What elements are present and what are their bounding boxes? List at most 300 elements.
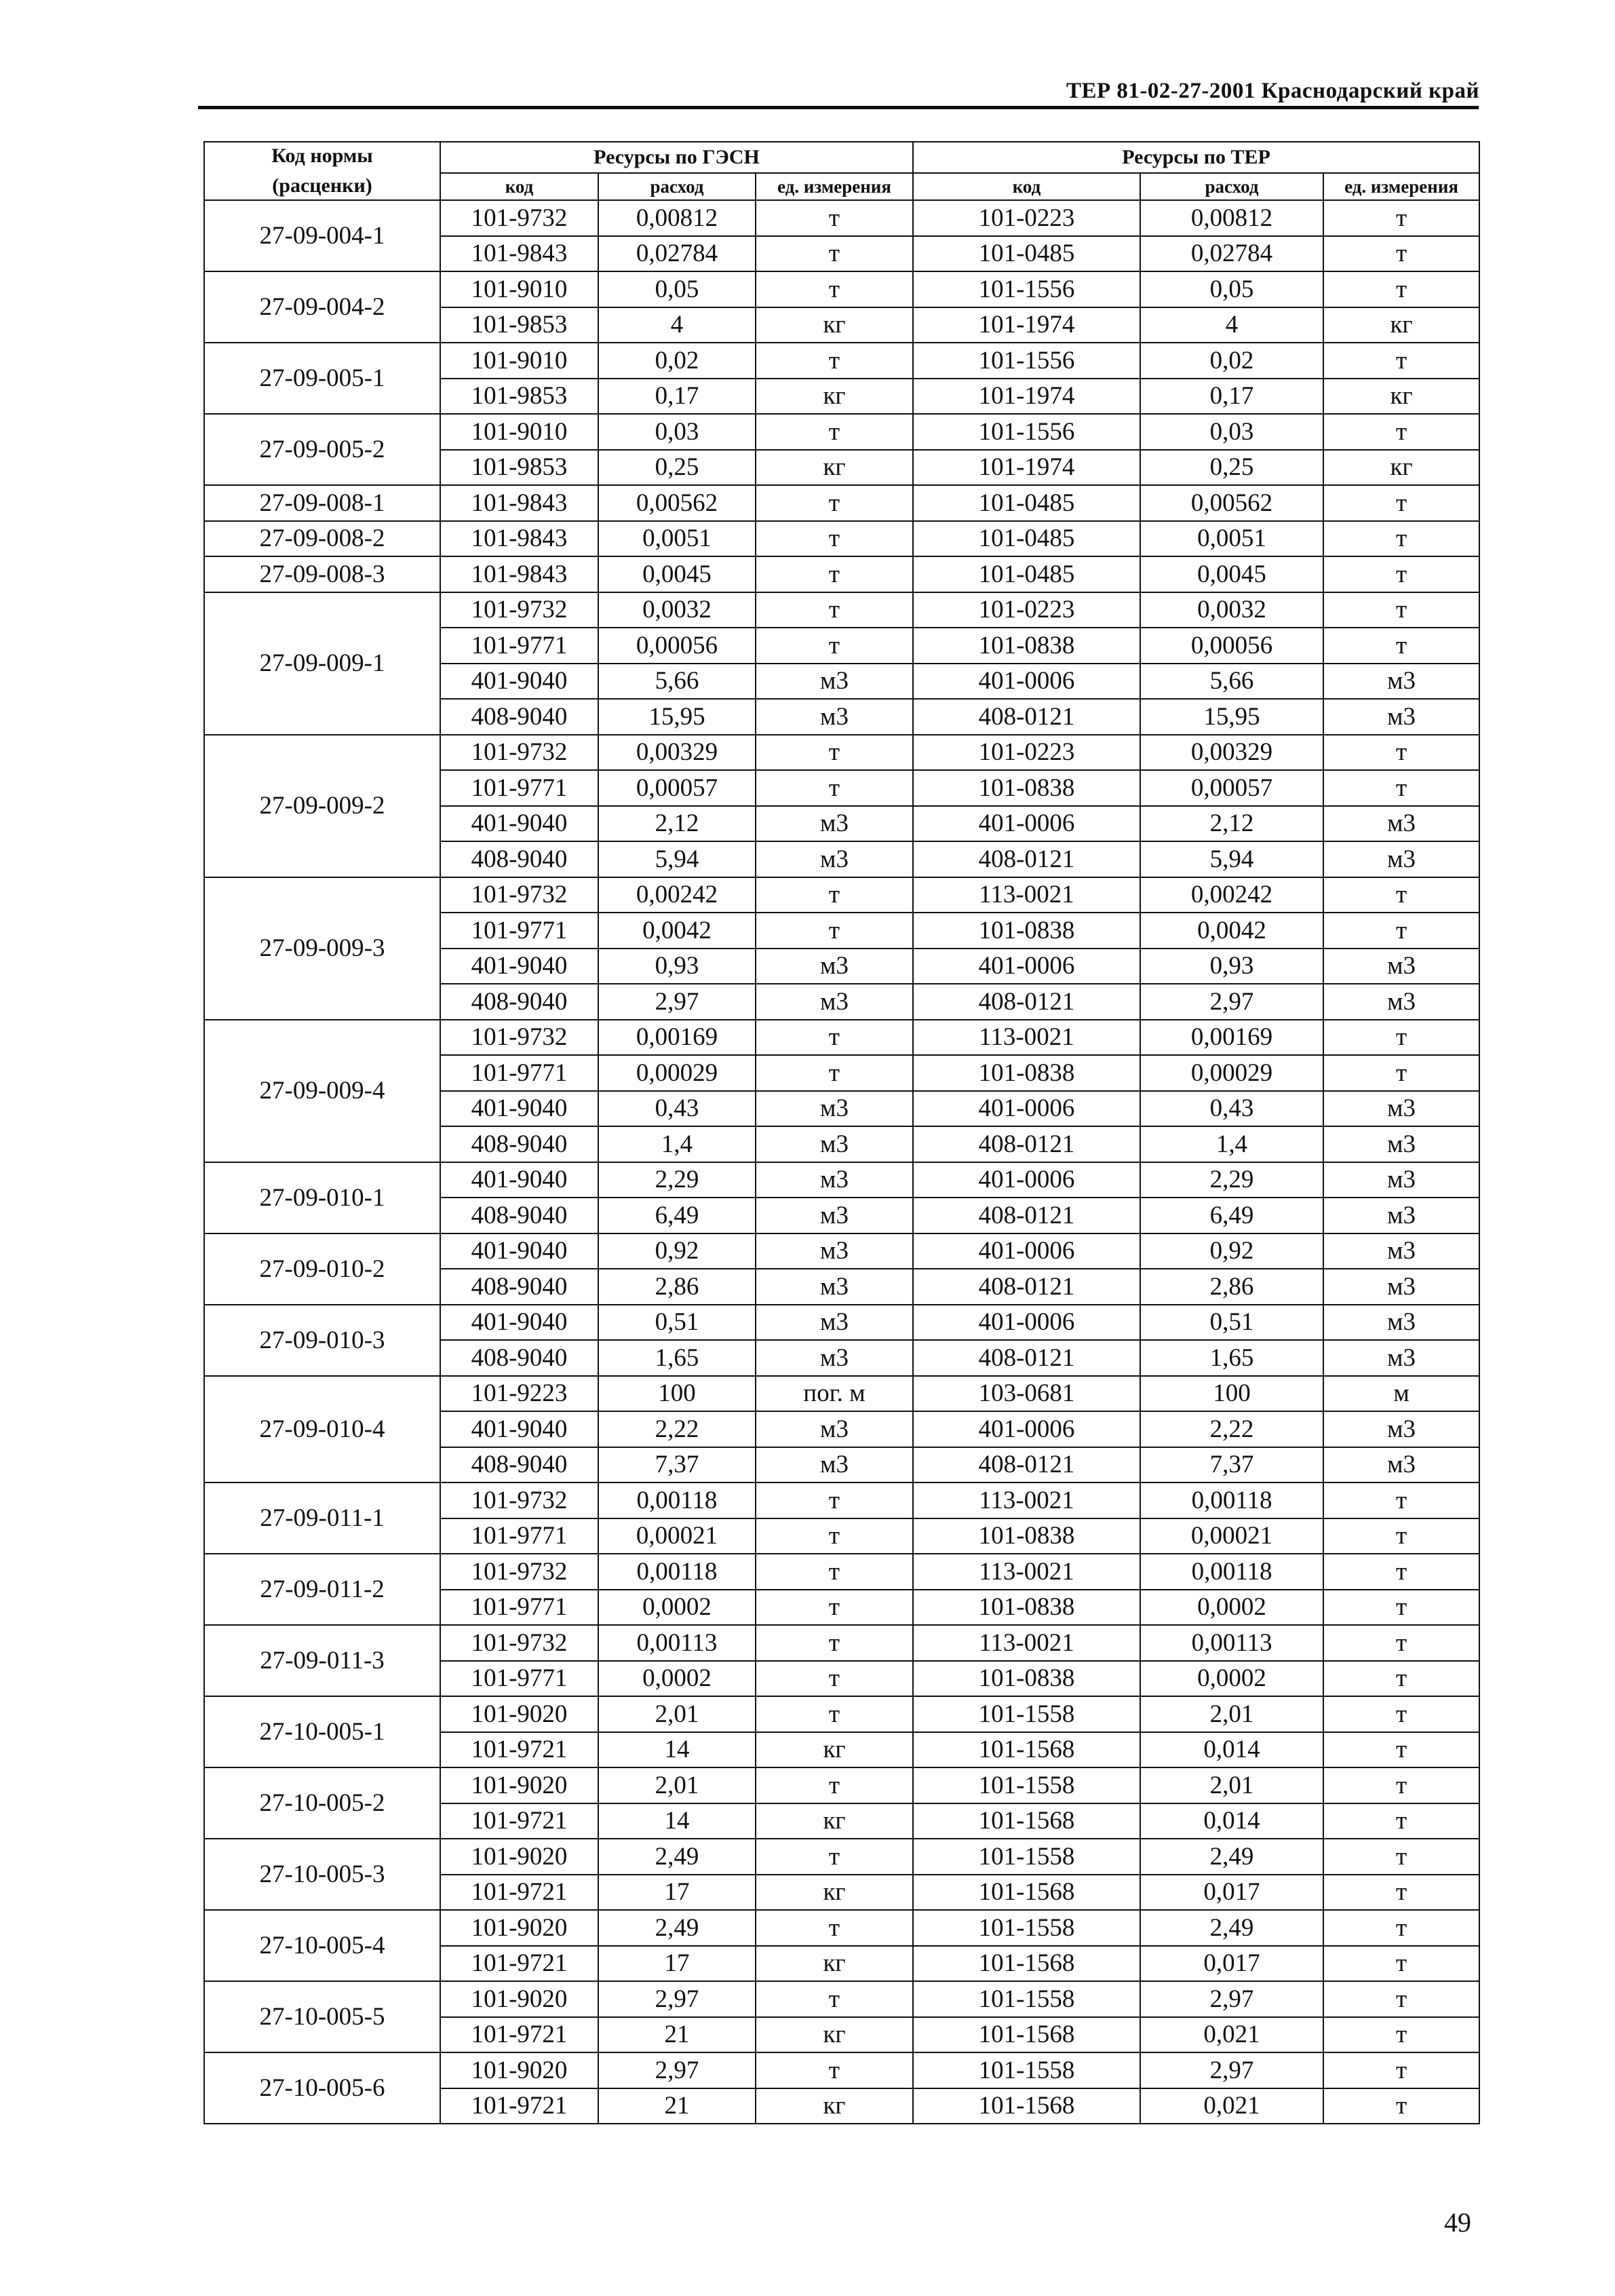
gesn-code-cell: 101-9721 — [440, 1803, 598, 1839]
gesn-code-cell: 408-9040 — [440, 841, 598, 877]
gesn-code-cell: 101-9020 — [440, 1981, 598, 2017]
ter-unit-cell: т — [1323, 271, 1479, 307]
ter-unit-cell: м3 — [1323, 664, 1479, 700]
ter-amount-cell: 0,017 — [1140, 1875, 1323, 1911]
ter-code-cell: 401-0006 — [913, 1411, 1140, 1447]
ter-amount-cell: 0,00562 — [1140, 485, 1323, 521]
gesn-code-cell: 101-9771 — [440, 1661, 598, 1697]
gesn-amount-cell: 2,12 — [598, 806, 756, 842]
gesn-code-cell: 401-9040 — [440, 1305, 598, 1341]
ter-unit-cell: т — [1323, 1839, 1479, 1875]
ter-unit-cell: м — [1323, 1376, 1479, 1412]
ter-code-cell: 101-1558 — [913, 1696, 1140, 1732]
gesn-unit-cell: м3 — [756, 1126, 913, 1162]
ter-code-cell: 101-1556 — [913, 414, 1140, 450]
ter-unit-cell: м3 — [1323, 1233, 1479, 1269]
ter-amount-cell: 1,4 — [1140, 1126, 1323, 1162]
gesn-code-cell: 101-9771 — [440, 628, 598, 664]
norm-code-cell: 27-10-005-4 — [204, 1910, 440, 1981]
gesn-unit-cell: т — [756, 1910, 913, 1946]
table-row — [204, 1554, 1479, 1590]
ter-unit-cell: т — [1323, 1020, 1479, 1056]
gesn-code-cell: 101-9010 — [440, 271, 598, 307]
ter-unit-cell: т — [1323, 1482, 1479, 1518]
sub-header-gesn-unit: ед. измерения — [756, 173, 913, 200]
ter-amount-cell: 0,00812 — [1140, 200, 1323, 236]
gesn-unit-cell: м3 — [756, 699, 913, 735]
gesn-amount-cell: 0,51 — [598, 1305, 756, 1341]
gesn-code-cell: 101-9721 — [440, 1875, 598, 1911]
ter-code-cell: 101-0223 — [913, 592, 1140, 628]
ter-amount-cell: 0,93 — [1140, 949, 1323, 984]
gesn-unit-cell: м3 — [756, 1340, 913, 1376]
gesn-code-cell: 101-9732 — [440, 200, 598, 236]
gesn-code-cell: 101-9020 — [440, 1839, 598, 1875]
ter-amount-cell: 0,021 — [1140, 2017, 1323, 2053]
ter-amount-cell: 0,17 — [1140, 379, 1323, 415]
ter-unit-cell: м3 — [1323, 1126, 1479, 1162]
ter-code-cell: 101-0838 — [913, 1590, 1140, 1626]
gesn-code-cell: 101-9853 — [440, 307, 598, 343]
gesn-code-cell: 101-9721 — [440, 2017, 598, 2053]
gesn-amount-cell: 0,92 — [598, 1233, 756, 1269]
ter-unit-cell: т — [1323, 770, 1479, 806]
ter-code-cell: 408-0121 — [913, 1198, 1140, 1233]
ter-unit-cell: м3 — [1323, 1091, 1479, 1127]
ter-unit-cell: кг — [1323, 379, 1479, 415]
ter-amount-cell: 0,014 — [1140, 1732, 1323, 1768]
ter-amount-cell: 0,0042 — [1140, 913, 1323, 949]
gesn-code-cell: 101-9771 — [440, 770, 598, 806]
ter-amount-cell: 0,00169 — [1140, 1020, 1323, 1056]
gesn-amount-cell: 2,49 — [598, 1839, 756, 1875]
ter-unit-cell: т — [1323, 2088, 1479, 2124]
gesn-amount-cell: 0,0032 — [598, 592, 756, 628]
gesn-amount-cell: 0,00329 — [598, 735, 756, 771]
gesn-code-cell: 101-9020 — [440, 1696, 598, 1732]
gesn-unit-cell: т — [756, 1981, 913, 2017]
ter-unit-cell: м3 — [1323, 984, 1479, 1020]
ter-amount-cell: 100 — [1140, 1376, 1323, 1412]
table-row — [204, 735, 1479, 771]
table-row — [204, 1305, 1479, 1341]
col-norm-code-line2: (расценки) — [272, 174, 372, 197]
gesn-amount-cell: 15,95 — [598, 699, 756, 735]
table-row — [204, 343, 1479, 379]
table-row — [204, 1767, 1479, 1803]
ter-code-cell: 101-0838 — [913, 1518, 1140, 1554]
gesn-code-cell: 101-9732 — [440, 592, 598, 628]
group-ter-header: Ресурсы по ТЕР — [913, 142, 1479, 173]
gesn-amount-cell: 0,0045 — [598, 556, 756, 592]
ter-amount-cell: 4 — [1140, 307, 1323, 343]
gesn-unit-cell: т — [756, 592, 913, 628]
table-row — [204, 1696, 1479, 1732]
norm-code-cell: 27-09-008-3 — [204, 556, 440, 592]
ter-amount-cell: 2,01 — [1140, 1696, 1323, 1732]
ter-unit-cell: т — [1323, 2052, 1479, 2088]
ter-code-cell: 408-0121 — [913, 841, 1140, 877]
ter-code-cell: 101-1558 — [913, 2052, 1140, 2088]
ter-amount-cell: 5,66 — [1140, 664, 1323, 700]
gesn-unit-cell: т — [756, 1696, 913, 1732]
ter-amount-cell: 2,97 — [1140, 2052, 1323, 2088]
gesn-amount-cell: 100 — [598, 1376, 756, 1412]
gesn-unit-cell: т — [756, 1055, 913, 1091]
gesn-code-cell: 408-9040 — [440, 1340, 598, 1376]
table-body — [204, 200, 1479, 2124]
ter-code-cell: 101-0838 — [913, 1055, 1140, 1091]
ter-unit-cell: т — [1323, 735, 1479, 771]
ter-amount-cell: 2,49 — [1140, 1910, 1323, 1946]
ter-code-cell: 101-0223 — [913, 735, 1140, 771]
ter-amount-cell: 0,021 — [1140, 2088, 1323, 2124]
ter-amount-cell: 0,05 — [1140, 271, 1323, 307]
table-row — [204, 521, 1479, 557]
ter-unit-cell: т — [1323, 1554, 1479, 1590]
gesn-code-cell: 101-9771 — [440, 1518, 598, 1554]
gesn-code-cell: 101-9732 — [440, 735, 598, 771]
gesn-amount-cell: 6,49 — [598, 1198, 756, 1233]
ter-amount-cell: 5,94 — [1140, 841, 1323, 877]
ter-code-cell: 101-1568 — [913, 1946, 1140, 1982]
table-row — [204, 592, 1479, 628]
gesn-amount-cell: 2,86 — [598, 1269, 756, 1305]
ter-code-cell: 408-0121 — [913, 1269, 1140, 1305]
ter-code-cell: 401-0006 — [913, 806, 1140, 842]
gesn-code-cell: 101-9843 — [440, 556, 598, 592]
gesn-amount-cell: 0,0002 — [598, 1590, 756, 1626]
gesn-unit-cell: кг — [756, 307, 913, 343]
ter-amount-cell: 0,014 — [1140, 1803, 1323, 1839]
gesn-unit-cell: т — [756, 521, 913, 557]
ter-amount-cell: 15,95 — [1140, 699, 1323, 735]
ter-unit-cell: м3 — [1323, 1162, 1479, 1198]
ter-unit-cell: т — [1323, 1518, 1479, 1554]
page-number: 49 — [1444, 2207, 1471, 2238]
sub-header-ter-amount: расход — [1140, 173, 1323, 200]
norm-code-cell: 27-09-011-3 — [204, 1625, 440, 1696]
group-gesn-header: Ресурсы по ГЭСН — [440, 142, 913, 173]
ter-amount-cell: 0,00329 — [1140, 735, 1323, 771]
ter-amount-cell: 0,25 — [1140, 450, 1323, 486]
gesn-code-cell: 101-9732 — [440, 1625, 598, 1661]
gesn-unit-cell: т — [756, 556, 913, 592]
gesn-unit-cell: т — [756, 2052, 913, 2088]
gesn-amount-cell: 2,97 — [598, 984, 756, 1020]
ter-code-cell: 101-1556 — [913, 343, 1140, 379]
page-header-title: ТЕР 81-02-27-2001 Краснодарский край — [1066, 79, 1479, 103]
ter-unit-cell: м3 — [1323, 1198, 1479, 1233]
gesn-unit-cell: т — [756, 770, 913, 806]
sub-header-ter-unit: ед. измерения — [1323, 173, 1479, 200]
ter-unit-cell: т — [1323, 1767, 1479, 1803]
norm-code-cell: 27-09-011-2 — [204, 1554, 440, 1625]
table-row — [204, 1376, 1479, 1412]
gesn-amount-cell: 5,66 — [598, 664, 756, 700]
ter-unit-cell: т — [1323, 485, 1479, 521]
gesn-amount-cell: 0,00029 — [598, 1055, 756, 1091]
gesn-unit-cell: м3 — [756, 664, 913, 700]
gesn-unit-cell: м3 — [756, 1162, 913, 1198]
ter-unit-cell: т — [1323, 628, 1479, 664]
gesn-unit-cell: т — [756, 1590, 913, 1626]
ter-unit-cell: т — [1323, 913, 1479, 949]
gesn-code-cell: 101-9771 — [440, 913, 598, 949]
gesn-amount-cell: 0,0051 — [598, 521, 756, 557]
gesn-amount-cell: 14 — [598, 1803, 756, 1839]
gesn-unit-cell: кг — [756, 2088, 913, 2124]
gesn-unit-cell: т — [756, 1482, 913, 1518]
ter-code-cell: 113-0021 — [913, 877, 1140, 913]
gesn-code-cell: 401-9040 — [440, 664, 598, 700]
gesn-amount-cell: 0,00021 — [598, 1518, 756, 1554]
norm-code-cell: 27-09-004-2 — [204, 271, 440, 343]
gesn-code-cell: 101-9843 — [440, 236, 598, 272]
ter-unit-cell: т — [1323, 1875, 1479, 1911]
gesn-code-cell: 101-9020 — [440, 2052, 598, 2088]
ter-amount-cell: 1,65 — [1140, 1340, 1323, 1376]
gesn-unit-cell: т — [756, 236, 913, 272]
ter-code-cell: 408-0121 — [913, 984, 1140, 1020]
ter-unit-cell: м3 — [1323, 699, 1479, 735]
table-row — [204, 1981, 1479, 2017]
ter-code-cell: 101-1568 — [913, 2017, 1140, 2053]
gesn-code-cell: 101-9771 — [440, 1590, 598, 1626]
ter-amount-cell: 2,86 — [1140, 1269, 1323, 1305]
col-norm-code-header — [204, 142, 440, 200]
gesn-unit-cell: м3 — [756, 1411, 913, 1447]
gesn-unit-cell: м3 — [756, 949, 913, 984]
gesn-amount-cell: 2,97 — [598, 2052, 756, 2088]
ter-unit-cell: т — [1323, 2017, 1479, 2053]
gesn-amount-cell: 2,97 — [598, 1981, 756, 2017]
ter-amount-cell: 0,00242 — [1140, 877, 1323, 913]
ter-amount-cell: 0,0051 — [1140, 521, 1323, 557]
ter-code-cell: 401-0006 — [913, 1162, 1140, 1198]
resources-table — [203, 141, 1480, 2124]
ter-unit-cell: т — [1323, 1696, 1479, 1732]
gesn-code-cell: 408-9040 — [440, 1447, 598, 1483]
ter-unit-cell: м3 — [1323, 806, 1479, 842]
ter-unit-cell: т — [1323, 592, 1479, 628]
gesn-code-cell: 101-9853 — [440, 379, 598, 415]
ter-unit-cell: т — [1323, 1625, 1479, 1661]
ter-amount-cell: 2,01 — [1140, 1767, 1323, 1803]
ter-amount-cell: 0,43 — [1140, 1091, 1323, 1127]
ter-code-cell: 408-0121 — [913, 1447, 1140, 1483]
gesn-code-cell: 101-9010 — [440, 343, 598, 379]
ter-code-cell: 101-0838 — [913, 770, 1140, 806]
ter-code-cell: 401-0006 — [913, 949, 1140, 984]
gesn-amount-cell: 2,49 — [598, 1910, 756, 1946]
table-row — [204, 1020, 1479, 1056]
ter-amount-cell: 0,00057 — [1140, 770, 1323, 806]
ter-amount-cell: 0,0045 — [1140, 556, 1323, 592]
header-rule — [198, 106, 1479, 109]
ter-unit-cell: м3 — [1323, 841, 1479, 877]
gesn-amount-cell: 0,00169 — [598, 1020, 756, 1056]
ter-code-cell: 101-0485 — [913, 556, 1140, 592]
ter-amount-cell: 0,00118 — [1140, 1554, 1323, 1590]
ter-unit-cell: т — [1323, 877, 1479, 913]
ter-unit-cell: т — [1323, 200, 1479, 236]
gesn-code-cell: 401-9040 — [440, 1162, 598, 1198]
table-row — [204, 556, 1479, 592]
gesn-unit-cell: т — [756, 1020, 913, 1056]
ter-unit-cell: т — [1323, 1981, 1479, 2017]
gesn-amount-cell: 2,22 — [598, 1411, 756, 1447]
gesn-amount-cell: 0,02 — [598, 343, 756, 379]
table-row — [204, 271, 1479, 307]
gesn-amount-cell: 0,00562 — [598, 485, 756, 521]
norm-code-cell: 27-10-005-6 — [204, 2052, 440, 2124]
gesn-amount-cell: 0,05 — [598, 271, 756, 307]
ter-code-cell: 101-1974 — [913, 450, 1140, 486]
ter-code-cell: 408-0121 — [913, 1340, 1140, 1376]
gesn-unit-cell: т — [756, 343, 913, 379]
ter-code-cell: 101-1568 — [913, 1732, 1140, 1768]
gesn-unit-cell: м3 — [756, 1269, 913, 1305]
gesn-amount-cell: 0,03 — [598, 414, 756, 450]
ter-unit-cell: т — [1323, 1055, 1479, 1091]
gesn-unit-cell: т — [756, 877, 913, 913]
ter-code-cell: 103-0681 — [913, 1376, 1140, 1412]
ter-code-cell: 101-1558 — [913, 1767, 1140, 1803]
gesn-amount-cell: 0,00242 — [598, 877, 756, 913]
table-row — [204, 1839, 1479, 1875]
gesn-unit-cell: т — [756, 1661, 913, 1697]
gesn-code-cell: 101-9732 — [440, 1482, 598, 1518]
ter-amount-cell: 0,017 — [1140, 1946, 1323, 1982]
gesn-amount-cell: 7,37 — [598, 1447, 756, 1483]
norm-code-cell: 27-09-005-1 — [204, 343, 440, 414]
gesn-code-cell: 401-9040 — [440, 806, 598, 842]
gesn-unit-cell: кг — [756, 1946, 913, 1982]
norm-code-cell: 27-09-009-1 — [204, 592, 440, 735]
ter-code-cell: 401-0006 — [913, 664, 1140, 700]
gesn-unit-cell: т — [756, 200, 913, 236]
gesn-code-cell: 408-9040 — [440, 1126, 598, 1162]
gesn-amount-cell: 0,00056 — [598, 628, 756, 664]
ter-unit-cell: кг — [1323, 450, 1479, 486]
ter-code-cell: 101-0838 — [913, 1661, 1140, 1697]
ter-unit-cell: т — [1323, 556, 1479, 592]
ter-code-cell: 101-0485 — [913, 485, 1140, 521]
gesn-code-cell: 101-9721 — [440, 1946, 598, 1982]
table-row — [204, 1162, 1479, 1198]
ter-code-cell: 101-0838 — [913, 628, 1140, 664]
ter-code-cell: 101-0223 — [913, 200, 1140, 236]
table-row — [204, 877, 1479, 913]
ter-unit-cell: т — [1323, 1590, 1479, 1626]
norm-code-cell: 27-09-010-3 — [204, 1305, 440, 1376]
col-norm-code-line1: Код нормы — [271, 145, 373, 167]
norm-code-cell: 27-09-009-3 — [204, 877, 440, 1020]
ter-unit-cell: т — [1323, 343, 1479, 379]
ter-unit-cell: м3 — [1323, 1447, 1479, 1483]
ter-amount-cell: 0,00113 — [1140, 1625, 1323, 1661]
sub-header-gesn-code: код — [440, 173, 598, 200]
gesn-code-cell: 401-9040 — [440, 1233, 598, 1269]
ter-code-cell: 113-0021 — [913, 1625, 1140, 1661]
gesn-unit-cell: т — [756, 735, 913, 771]
gesn-unit-cell: м3 — [756, 1305, 913, 1341]
gesn-code-cell: 101-9843 — [440, 521, 598, 557]
gesn-amount-cell: 21 — [598, 2088, 756, 2124]
gesn-amount-cell: 14 — [598, 1732, 756, 1768]
ter-unit-cell: т — [1323, 1803, 1479, 1839]
gesn-code-cell: 401-9040 — [440, 1411, 598, 1447]
gesn-unit-cell: кг — [756, 1803, 913, 1839]
gesn-unit-cell: т — [756, 271, 913, 307]
gesn-amount-cell: 2,29 — [598, 1162, 756, 1198]
gesn-code-cell: 408-9040 — [440, 1198, 598, 1233]
gesn-amount-cell: 0,00118 — [598, 1482, 756, 1518]
norm-code-cell: 27-09-008-1 — [204, 485, 440, 521]
gesn-amount-cell: 21 — [598, 2017, 756, 2053]
ter-unit-cell: м3 — [1323, 1305, 1479, 1341]
norm-code-cell: 27-10-005-2 — [204, 1767, 440, 1839]
table-row — [204, 1910, 1479, 1946]
norm-code-cell: 27-09-010-2 — [204, 1233, 440, 1305]
gesn-unit-cell: м3 — [756, 806, 913, 842]
ter-code-cell: 101-0485 — [913, 521, 1140, 557]
sub-header-gesn-amount: расход — [598, 173, 756, 200]
gesn-code-cell: 101-9732 — [440, 877, 598, 913]
ter-amount-cell: 2,49 — [1140, 1839, 1323, 1875]
norm-code-cell: 27-10-005-1 — [204, 1696, 440, 1767]
gesn-amount-cell: 17 — [598, 1875, 756, 1911]
norm-code-cell: 27-09-009-2 — [204, 735, 440, 877]
gesn-unit-cell: пог. м — [756, 1376, 913, 1412]
sub-header-ter-code: код — [913, 173, 1140, 200]
gesn-code-cell: 101-9020 — [440, 1767, 598, 1803]
ter-amount-cell: 2,97 — [1140, 984, 1323, 1020]
ter-code-cell: 408-0121 — [913, 699, 1140, 735]
gesn-unit-cell: кг — [756, 2017, 913, 2053]
norm-code-cell: 27-09-004-1 — [204, 200, 440, 271]
gesn-unit-cell: т — [756, 1554, 913, 1590]
ter-code-cell: 401-0006 — [913, 1305, 1140, 1341]
gesn-code-cell: 101-9771 — [440, 1055, 598, 1091]
table-row — [204, 1625, 1479, 1661]
gesn-amount-cell: 4 — [598, 307, 756, 343]
ter-amount-cell: 0,00029 — [1140, 1055, 1323, 1091]
ter-amount-cell: 0,00118 — [1140, 1482, 1323, 1518]
norm-code-cell: 27-09-011-1 — [204, 1482, 440, 1554]
gesn-code-cell: 408-9040 — [440, 984, 598, 1020]
ter-amount-cell: 7,37 — [1140, 1447, 1323, 1483]
gesn-amount-cell: 0,00812 — [598, 200, 756, 236]
ter-code-cell: 101-1974 — [913, 379, 1140, 415]
ter-unit-cell: т — [1323, 1732, 1479, 1768]
gesn-unit-cell: м3 — [756, 841, 913, 877]
ter-amount-cell: 0,0002 — [1140, 1661, 1323, 1697]
gesn-amount-cell: 0,00057 — [598, 770, 756, 806]
ter-amount-cell: 0,51 — [1140, 1305, 1323, 1341]
table-head — [204, 142, 1479, 200]
ter-unit-cell: т — [1323, 1661, 1479, 1697]
gesn-amount-cell: 0,93 — [598, 949, 756, 984]
ter-code-cell: 401-0006 — [913, 1091, 1140, 1127]
ter-code-cell: 101-1568 — [913, 2088, 1140, 2124]
gesn-code-cell: 101-9223 — [440, 1376, 598, 1412]
norm-code-cell: 27-09-010-1 — [204, 1162, 440, 1233]
ter-unit-cell: м3 — [1323, 949, 1479, 984]
gesn-amount-cell: 2,01 — [598, 1696, 756, 1732]
ter-code-cell: 113-0021 — [913, 1554, 1140, 1590]
